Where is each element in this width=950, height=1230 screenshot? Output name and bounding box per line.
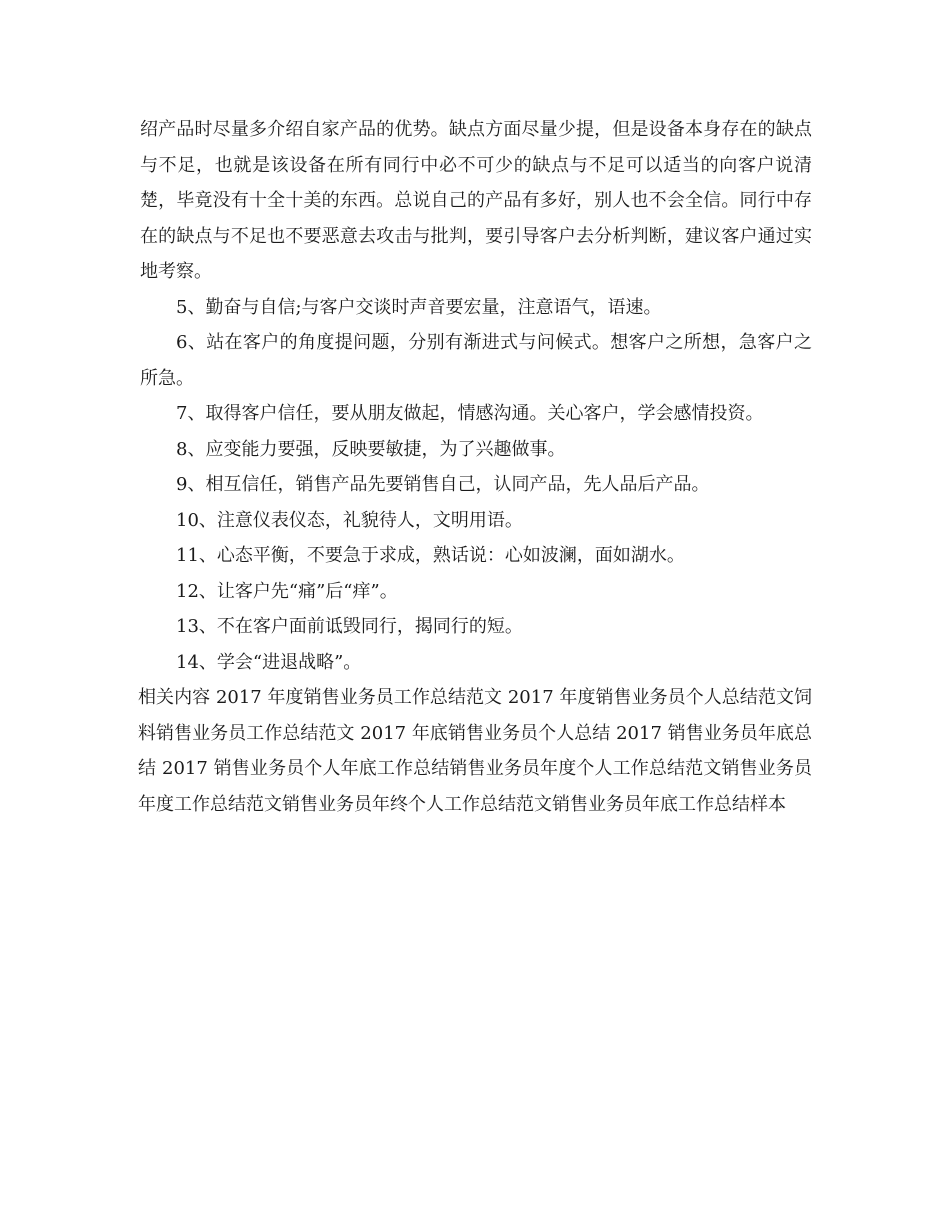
list-item-7: 7、取得客户信任，要从朋友做起，情感沟通。关心客户，学会感情投资。 xyxy=(176,403,764,424)
document-page xyxy=(140,112,812,822)
list-item-12: 12、让客户先“痛”后“痒”。 xyxy=(176,580,398,602)
list-item-14: 14、学会“进退战略”。 xyxy=(176,651,362,673)
list-item-13: 13、不在客户面前诋毁同行，揭同行的短。 xyxy=(176,616,523,637)
list-item-8: 8、应变能力要强，反映要敏捷，为了兴趣做事。 xyxy=(176,438,566,460)
continuation-paragraph: 绍产品时尽量多介绍自家产品的优势。缺点方面尽量少提，但是设备本身存在的缺点与不足，也就是该设备在所有同行中必不可少的缺点与不足可以适当的向客户说清楚，毕竟没有十全十美的东西。总说自己的产品有多好，别人也不会全信。同行中存在的缺点与不足也不要恶意去攻击与批判，要引导客户去分析判断，建议客户通过实地考察。 xyxy=(140,119,812,282)
related-content: 相关内容 2017 年度销售业务员工作总结范文 2017 年度销售业务员个人总结范文饲料销售业务员工作总结范文 2017 年底销售业务员个人总结 2017 销售业务员年底总结 2017 销售业务员个人年底工作总结销售业务员年度个人工作总结范文销售业务员年度工作总结范文销售业务员年终个人工作总结范文销售业务员年底工作总结样本 xyxy=(138,687,812,815)
list-item-6: 6、站在客户的角度提问题，分别有渐进式与问候式。想客户之所想，急客户之所急。 xyxy=(140,332,812,389)
list-item-5: 5、勤奋与自信;与客户交谈时声音要宏量，注意语气，语速。 xyxy=(176,296,662,318)
list-item-10: 10、注意仪表仪态，礼貌待人，文明用语。 xyxy=(176,509,523,531)
list-item-11: 11、心态平衡，不要急于求成，熟话说：心如波澜，面如湖水。 xyxy=(176,545,685,566)
list-item-9: 9、相互信任，销售产品先要销售自己，认同产品，先人品后产品。 xyxy=(176,474,710,495)
